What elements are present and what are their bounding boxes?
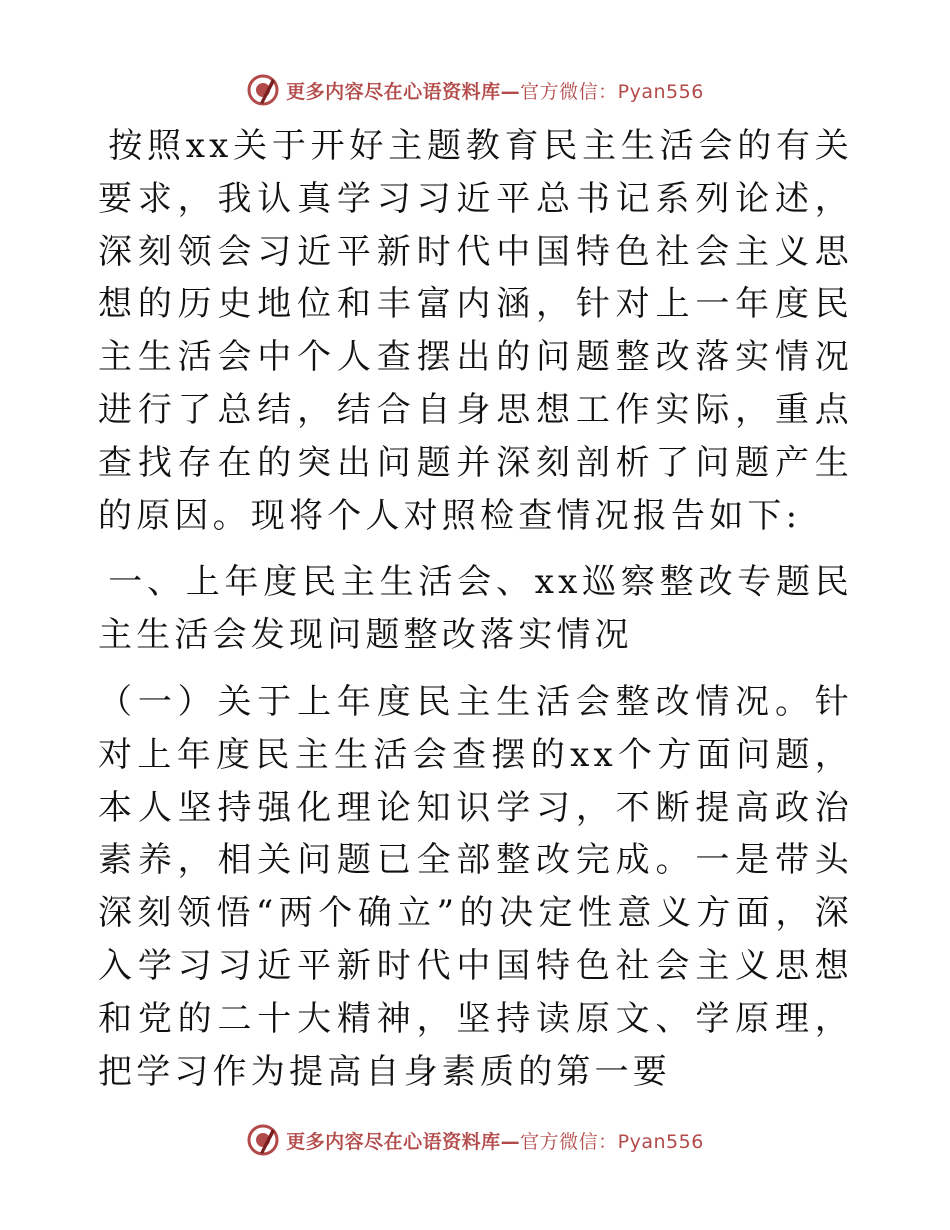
- header-separator: —: [500, 80, 521, 103]
- header-wechat: 官方微信：Pyan556: [520, 80, 704, 103]
- header-banner: [0, 70, 950, 110]
- paragraph-intro: 按照xx关于开好主题教育民主生活会的有关要求，我认真学习习近平总书记系列论述，深刻领会习近平新时代中国特色社会主义思想的历史地位和丰富内涵，针对上一年度民主生活会中个人查摆出的问题整改落实情况进行了总结，结合自身思想工作实际，重点查找存在的突出问题并深刻剖析了问题产生的原因。现将个人对照检查情况报告如下:: [98, 126, 853, 536]
- header-banner-text: [286, 77, 704, 104]
- paragraph-subsection-1: （一）关于上年度民主生活会整改情况。针对上年度民主生活会查摆的xx个方面问题，本人坚持强化理论知识学习，不断提高政治素养，相关问题已全部整改完成。一是带头深刻领悟“两个确立”的决定性意义方面，深入学习习近平新时代中国特色社会主义思想和党的二十大精神，坚持读原文、学原理，把学习作为提高自身素质的第一要: [98, 681, 853, 1092]
- header-brand: 更多内容尽在心语资料库: [286, 80, 501, 103]
- document-body: [98, 120, 853, 1112]
- pen-logo-icon: [246, 73, 280, 107]
- footer-wechat: 官方微信：Pyan556: [520, 1130, 704, 1153]
- footer-separator: —: [500, 1130, 521, 1153]
- section-heading-1: 一、上年度民主生活会、xx巡察整改专题民主生活会发现问题整改落实情况: [98, 562, 853, 656]
- pen-logo-icon: [246, 1123, 280, 1157]
- footer-banner-text: [286, 1127, 704, 1154]
- footer-banner: [0, 1120, 950, 1160]
- footer-brand: 更多内容尽在心语资料库: [286, 1130, 501, 1153]
